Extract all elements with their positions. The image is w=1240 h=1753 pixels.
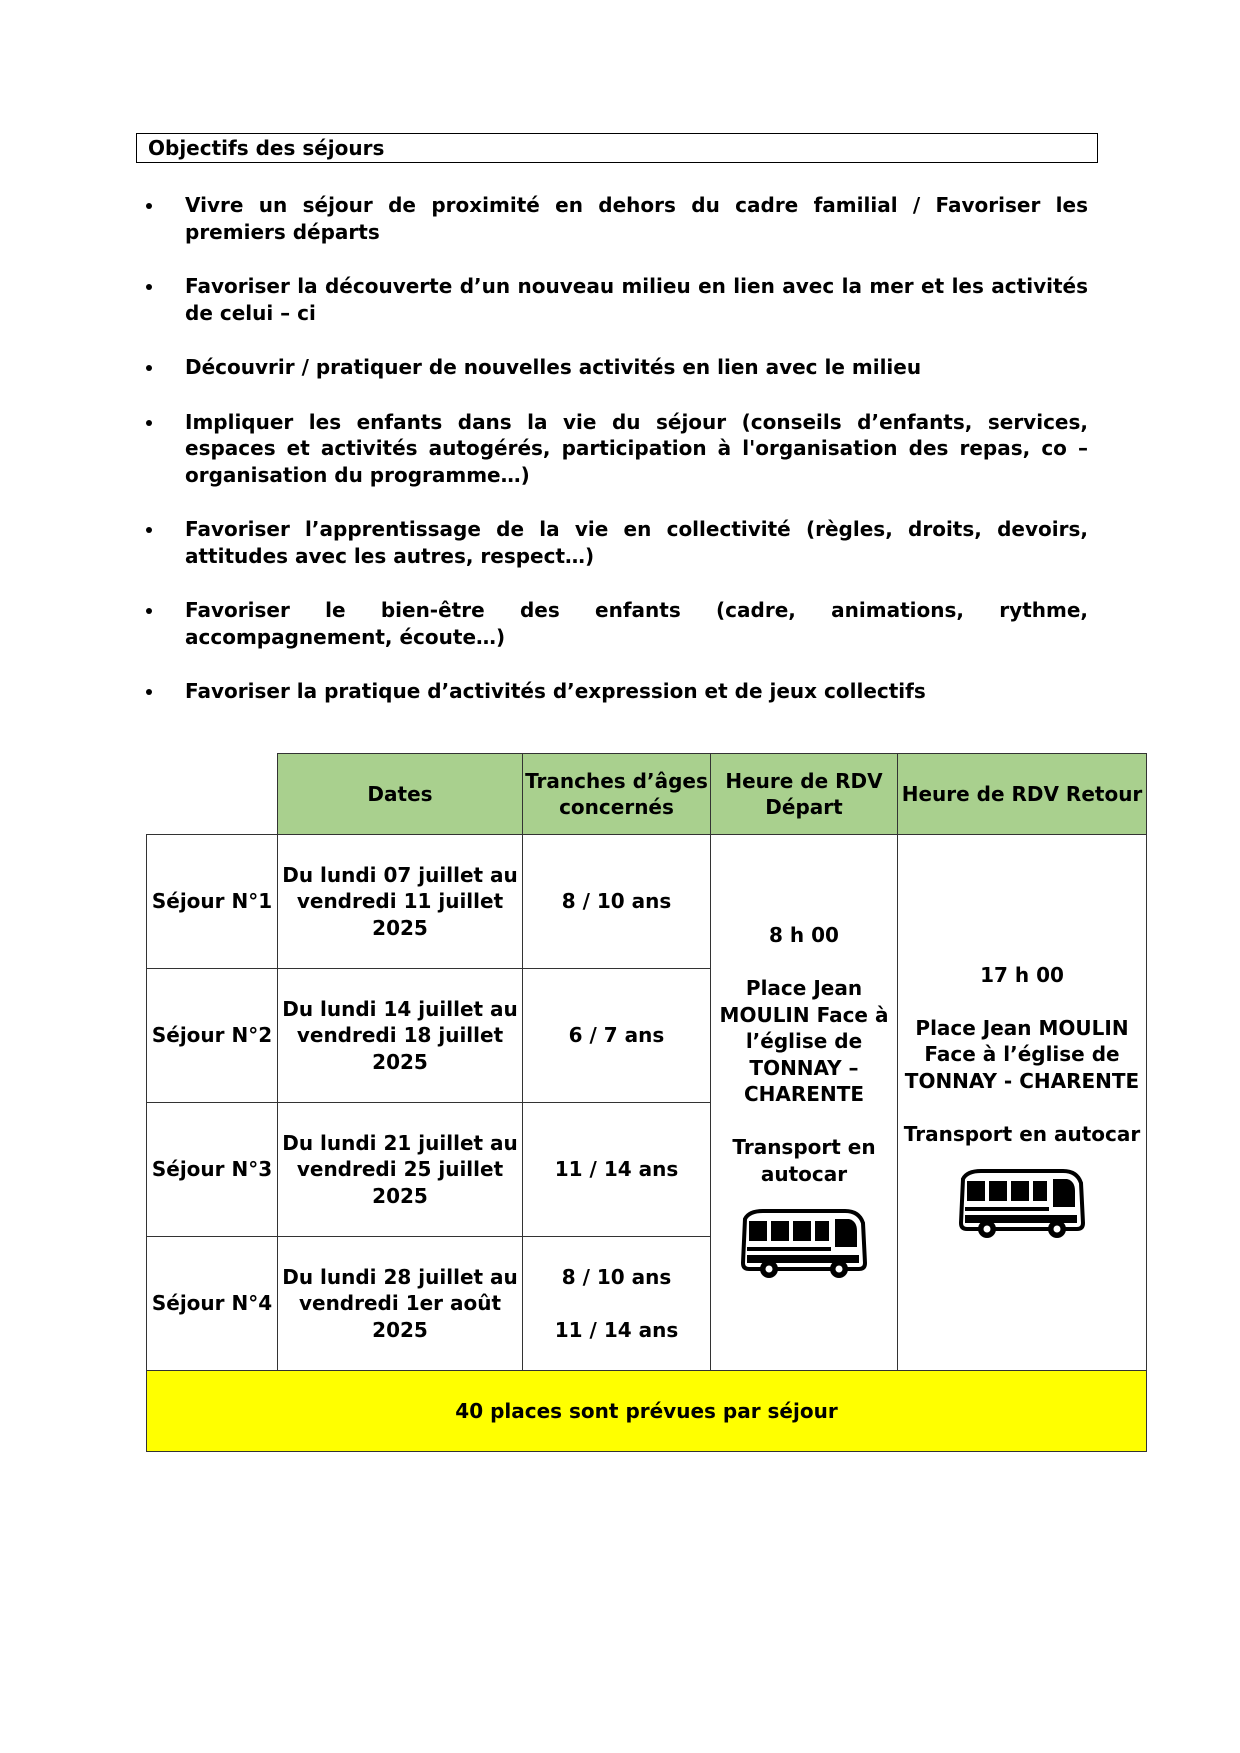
objective-item: Favoriser la découverte d’un nouveau milieu en lien avec la mer et les activités de celui – ci	[146, 273, 1088, 326]
objective-item: Favoriser l’apprentissage de la vie en collectivité (règles, droits, devoirs, attitudes avec les autres, respect…)	[146, 516, 1088, 569]
section-title: Objectifs des séjours	[136, 133, 1098, 163]
objectives-list	[146, 192, 1088, 733]
header-ages: Tranches d’âges concernés	[523, 754, 711, 835]
age-range: 8 / 10 ans	[561, 1264, 672, 1289]
sejour-dates: Du lundi 21 juillet au vendredi 25 juillet 2025	[278, 1103, 523, 1237]
header-return: Heure de RDV Retour	[898, 754, 1147, 835]
bullet-icon	[146, 203, 152, 209]
objective-item: Découvrir / pratiquer de nouvelles activités en lien avec le milieu	[146, 354, 1088, 381]
sejour-dates: Du lundi 07 juillet au vendredi 11 juillet 2025	[278, 835, 523, 969]
return-time: 17 h 00	[980, 962, 1064, 987]
objective-item: Favoriser la pratique d’activités d’expression et de jeux collectifs	[146, 678, 1088, 705]
bullet-icon	[146, 689, 152, 695]
sejour-ages: 8 / 10 ans	[523, 835, 711, 969]
bullet-icon	[146, 420, 152, 426]
sejour-dates: Du lundi 28 juillet au vendredi 1er août 2025	[278, 1237, 523, 1371]
schedule-table	[146, 753, 1147, 1452]
sejour-name: Séjour N°4	[147, 1237, 278, 1371]
return-place: Place Jean MOULIN Face à l’église de TONNAY - CHARENTE	[904, 1015, 1140, 1093]
bus-icon	[957, 1167, 1087, 1243]
sejour-ages: 6 / 7 ans	[523, 969, 711, 1103]
departure-time: 8 h 00	[769, 923, 839, 947]
table-header-row	[147, 754, 1147, 835]
age-range: 11 / 14 ans	[554, 1317, 679, 1342]
sejour-ages: 11 / 14 ans	[523, 1103, 711, 1237]
sejour-name: Séjour N°3	[147, 1103, 278, 1237]
header-dates: Dates	[278, 754, 523, 835]
bullet-icon	[146, 365, 152, 371]
table-footer-row	[147, 1371, 1147, 1452]
sejour-dates: Du lundi 14 juillet au vendredi 18 juillet 2025	[278, 969, 523, 1103]
bullet-icon	[146, 284, 152, 290]
departure-cell	[711, 835, 898, 1371]
sejour-ages	[523, 1237, 711, 1371]
return-cell	[898, 835, 1147, 1371]
return-transport: Transport en autocar	[903, 1121, 1141, 1146]
objective-item: Favoriser le bien-être des enfants (cadre, animations, rythme, accompagnement, écoute…)	[146, 597, 1088, 650]
bus-icon	[739, 1207, 869, 1283]
bullet-icon	[146, 608, 152, 614]
sejour-name: Séjour N°1	[147, 835, 278, 969]
table-row	[147, 835, 1147, 969]
departure-place: Place Jean MOULIN Face à l’église de TONNAY – CHARENTE	[719, 976, 889, 1106]
bullet-icon	[146, 527, 152, 533]
header-departure: Heure de RDV Départ	[711, 754, 898, 835]
sejour-name: Séjour N°2	[147, 969, 278, 1103]
places-note: 40 places sont prévues par séjour	[147, 1371, 1147, 1452]
objective-item: Impliquer les enfants dans la vie du séjour (conseils d’enfants, services, espaces et activités autogérés, participation à l'organisation des repas, co – organisation du programme…)	[146, 409, 1088, 489]
departure-transport: Transport en autocar	[732, 1135, 876, 1186]
objective-item: Vivre un séjour de proximité en dehors du cadre familial / Favoriser les premiers départs	[146, 192, 1088, 245]
